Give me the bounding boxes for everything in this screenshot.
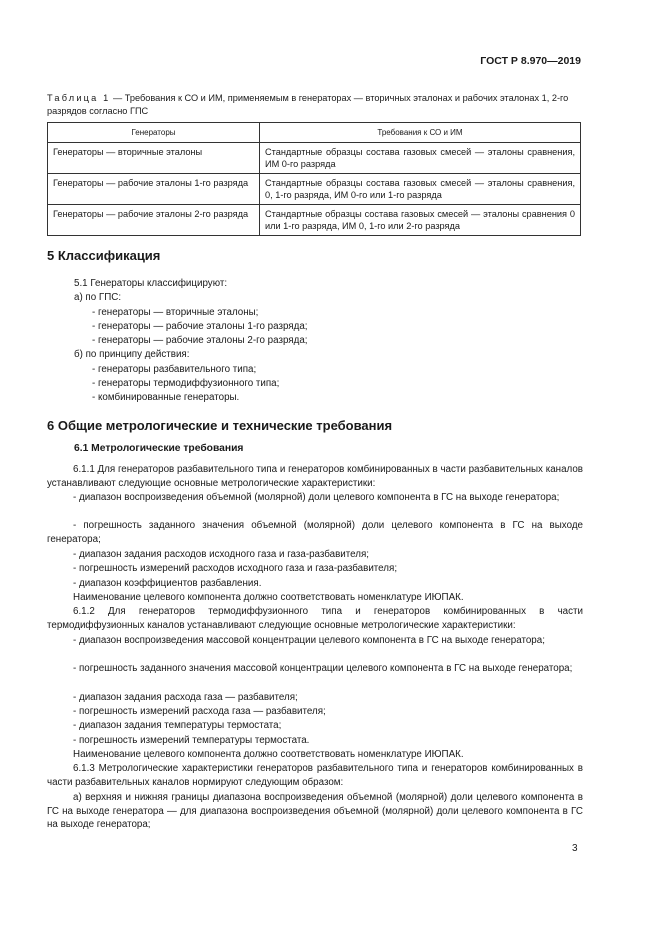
table-row	[48, 143, 581, 174]
table-row	[48, 205, 581, 236]
list-item: - погрешность заданного значения массовой концентрации целевого компонента в ГС на выходе генератора;	[73, 663, 573, 674]
table-cell: Стандартные образцы состава газовых смесей — эталоны сравнения, 0, 1-го разряда, ИМ 0-го или 1-го разряда	[260, 174, 581, 205]
list-item: - диапазон задания температуры термостата;	[73, 720, 282, 731]
list-item: б) по принципу действия:	[74, 349, 190, 360]
table-cell: Генераторы — рабочие эталоны 2-го разряда	[48, 205, 260, 236]
list-item: - генераторы — рабочие эталоны 1-го разряда;	[92, 321, 308, 332]
column-header-requirements: Требования к СО и ИМ	[260, 123, 581, 143]
list-item: - генераторы — рабочие эталоны 2-го разряда;	[92, 335, 308, 346]
table-caption-label: Таблица 1	[47, 93, 111, 103]
list-item: - генераторы — вторичные эталоны;	[92, 307, 259, 318]
list-item: - диапазон воспроизведения объемной (молярной) доли целевого компонента в ГС на выходе генератора;	[73, 492, 560, 503]
table-caption-text: — Требования к СО и ИМ, применяемым в генераторах — вторичных эталонах и рабочих эталонах 1, 2-го разрядов согласно ГПС	[47, 93, 569, 116]
table-caption	[47, 92, 587, 117]
table-cell: Генераторы — вторичные эталоны	[48, 143, 260, 174]
section-6-heading: 6 Общие метрологические и технические требования	[47, 418, 393, 433]
section-5-heading: 5 Классификация	[47, 248, 161, 263]
page-number: 3	[572, 843, 578, 854]
table-cell: Стандартные образцы состава газовых смесей — эталоны сравнения 0 или 1-го разряда, ИМ 0, 1-го или 2-го разряда	[260, 205, 581, 236]
list-item: - комбинированные генераторы.	[92, 392, 240, 403]
list-item: - генераторы разбавительного типа;	[92, 364, 257, 375]
table-row	[48, 174, 581, 205]
paragraph-6-1-2: 6.1.2 Для генераторов термодиффузионного типа и генераторов комбинированных в части термодиффузионных каналов устанавливают следующие основные метрологические характеристики:	[47, 606, 583, 631]
requirements-table	[47, 122, 581, 236]
list-item: а) верхняя и нижняя границы диапазона воспроизведения объемной (молярной) доли целевого компонента в ГС на выходе генератора — для диапазона воспроизведения объемной (молярной) доли целевого компонента в ГС на выходе генератора;	[47, 792, 583, 831]
list-item: - погрешность заданного значения объемной (молярной) доли целевого компонента в ГС на выходе генератора;	[47, 520, 583, 545]
table-cell: Стандартные образцы состава газовых смесей — эталоны сравнения, ИМ 0-го разряда	[260, 143, 581, 174]
list-item: - диапазон воспроизведения массовой концентрации целевого компонента в ГС на выходе генератора;	[73, 635, 545, 646]
list-item: - диапазон задания расхода газа — разбавителя;	[73, 692, 298, 703]
list-item: - генераторы термодиффузионного типа;	[92, 378, 280, 389]
paragraph-6-1-1: 6.1.1 Для генераторов разбавительного типа и генераторов комбинированных в части разбавительных каналов устанавливают следующие основные метрологические характеристики:	[47, 464, 583, 489]
list-item: а) по ГПС:	[74, 292, 122, 303]
paragraph-note: Наименование целевого компонента должно соответствовать номенклатуре ИЮПАК.	[73, 749, 464, 760]
list-item: - погрешность измерений температуры термостата.	[73, 735, 310, 746]
document-id: ГОСТ Р 8.970—2019	[480, 55, 581, 67]
list-item: - погрешность измерений расхода газа — разбавителя;	[73, 706, 326, 717]
table-header-row	[48, 123, 581, 143]
column-header-generators: Генераторы	[48, 123, 260, 143]
subsection-6-1-heading: 6.1 Метрологические требования	[74, 443, 244, 454]
list-item: - диапазон коэффициентов разбавления.	[73, 578, 262, 589]
paragraph-6-1-3: 6.1.3 Метрологические характеристики генераторов разбавительного типа и генераторов комбинированных в части разбавительных каналов нормируют следующим образом:	[47, 763, 583, 788]
paragraph-5-1: 5.1 Генераторы классифицируют:	[74, 278, 228, 289]
list-item: - диапазон задания расходов исходного газа и газа-разбавителя;	[73, 549, 370, 560]
table-cell: Генераторы — рабочие эталоны 1-го разряда	[48, 174, 260, 205]
paragraph-note: Наименование целевого компонента должно соответствовать номенклатуре ИЮПАК.	[73, 592, 464, 603]
list-item: - погрешность измерений расходов исходного газа и газа-разбавителя;	[73, 563, 398, 574]
